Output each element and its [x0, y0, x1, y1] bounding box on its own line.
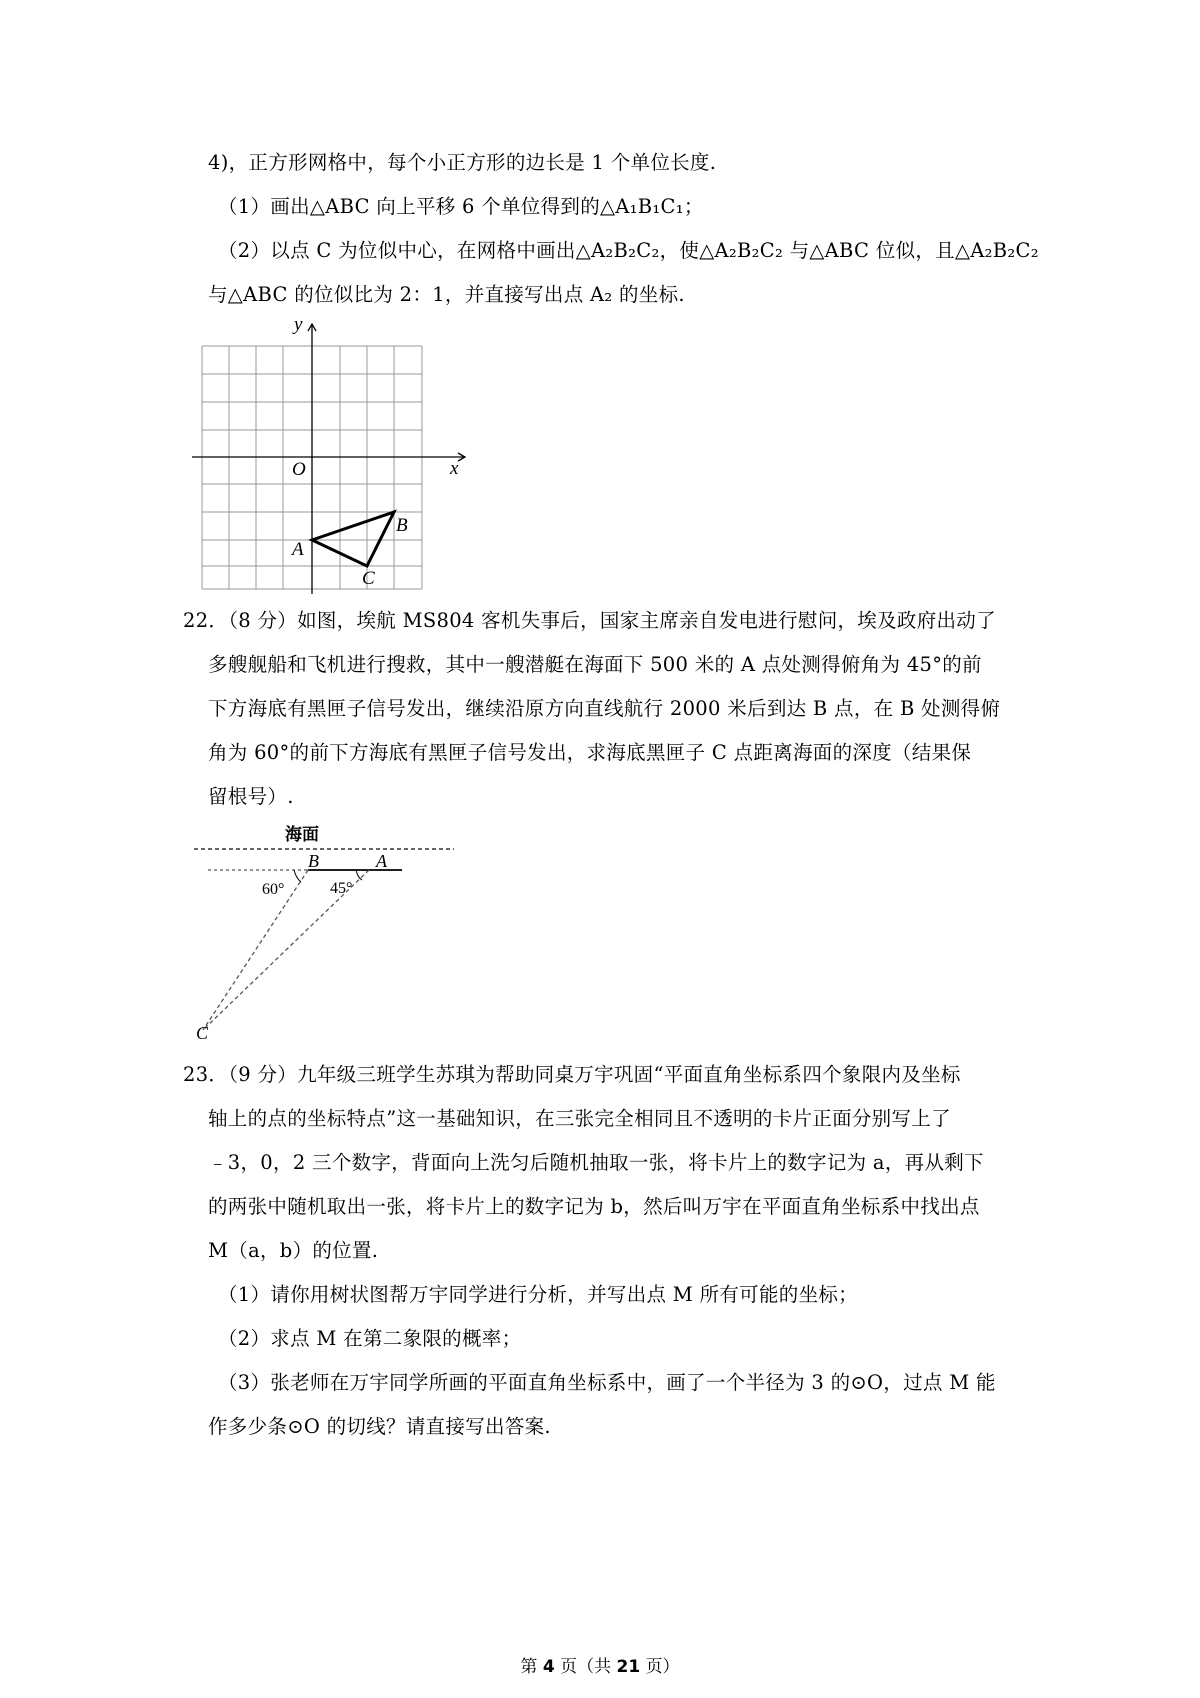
sea-surface-label: 海面 [285, 825, 319, 845]
q23-text-line-4: 的两张中随机取出一张，将卡片上的数字记为 b，然后叫万宇在平面直角坐标系中找出点 [208, 1195, 980, 1218]
footer-prefix: 第 [520, 1657, 538, 1677]
q22-text-line-2: 多艘舰船和飞机进行搜救，其中一艘潜艇在海面下 500 米的 A 点处测得俯角为 45°的前 [208, 653, 982, 676]
sight-line-from-b [203, 870, 308, 1030]
point-c-label: C [362, 568, 375, 589]
q21-grid-figure [190, 318, 480, 598]
coordinate-axes [192, 324, 465, 594]
q22-text-line-4: 角为 60°的前下方海底有黑匣子信号发出，求海底黑匣子 C 点距离海面的深度（结果保 [208, 741, 972, 764]
angle-60-label: 60° [262, 881, 285, 898]
q21-part-2-line-2: 与△ABC 的位似比为 2：1，并直接写出点 A₂ 的坐标. [208, 283, 685, 306]
y-axis-label: y [294, 318, 303, 335]
x-axis-label: x [450, 458, 459, 479]
point-c-label: C [196, 1023, 209, 1042]
q22-text-line-1: 22．（8 分）如图，埃航 MS804 客机失事后，国家主席亲自发电进行慰问，埃及政府出动了 [183, 609, 996, 632]
footer-middle: 页（共 [560, 1657, 612, 1677]
q23-text-line-3: ﹣3，0，2 三个数字，背面向上洗匀后随机抽取一张，将卡片上的数字记为 a，再从剩下 [208, 1151, 984, 1174]
angle-60-arc [294, 870, 301, 882]
point-a-label: A [292, 539, 304, 560]
q23-part-1: （1）请你用树状图帮万宇同学进行分析，并写出点 M 所有可能的坐标； [218, 1283, 858, 1306]
q22-sea-figure [190, 822, 470, 1042]
origin-label: O [292, 459, 306, 480]
q22-text-line-5: 留根号）. [208, 785, 294, 808]
q23-part-3-line-1: （3）张老师在万宇同学所画的平面直角坐标系中，画了一个半径为 3 的⊙O，过点 M 能 [218, 1371, 996, 1394]
point-b-label: B [396, 515, 408, 536]
q23-part-3-line-2: 作多少条⊙O 的切线？请直接写出答案. [208, 1415, 551, 1438]
q23-part-2: （2）求点 M 在第二象限的概率； [218, 1327, 522, 1350]
page-footer [0, 1652, 1200, 1677]
triangle-abc [312, 512, 394, 566]
total-page-count: 21 [616, 1657, 641, 1677]
angle-45-label: 45° [330, 880, 353, 897]
footer-suffix: 页） [645, 1657, 680, 1677]
current-page-number: 4 [542, 1657, 555, 1677]
q21-text-line-1: 4)，正方形网格中，每个小正方形的边长是 1 个单位长度. [208, 151, 717, 174]
q21-part-2-line-1: （2）以点 C 为位似中心，在网格中画出△A₂B₂C₂，使△A₂B₂C₂ 与△ABC 位似，且△A₂B₂C₂ [218, 239, 1039, 262]
q21-part-1: （1）画出△ABC 向上平移 6 个单位得到的△A₁B₁C₁； [218, 195, 704, 218]
q22-text-line-3: 下方海底有黑匣子信号发出，继续沿原方向直线航行 2000 米后到达 B 点，在 B 处测得俯 [208, 697, 1001, 720]
q23-text-line-5: M（a，b）的位置. [208, 1239, 379, 1262]
q23-text-line-1: 23．（9 分）九年级三班学生苏琪为帮助同桌万宇巩固“平面直角坐标系四个象限内及坐标 [183, 1063, 961, 1086]
point-b-label: B [308, 851, 319, 871]
angle-45-arc [356, 870, 362, 880]
q23-text-line-2: 轴上的点的坐标特点”这一基础知识，在三张完全相同且不透明的卡片正面分别写上了 [208, 1107, 951, 1130]
point-a-label: A [376, 851, 387, 871]
